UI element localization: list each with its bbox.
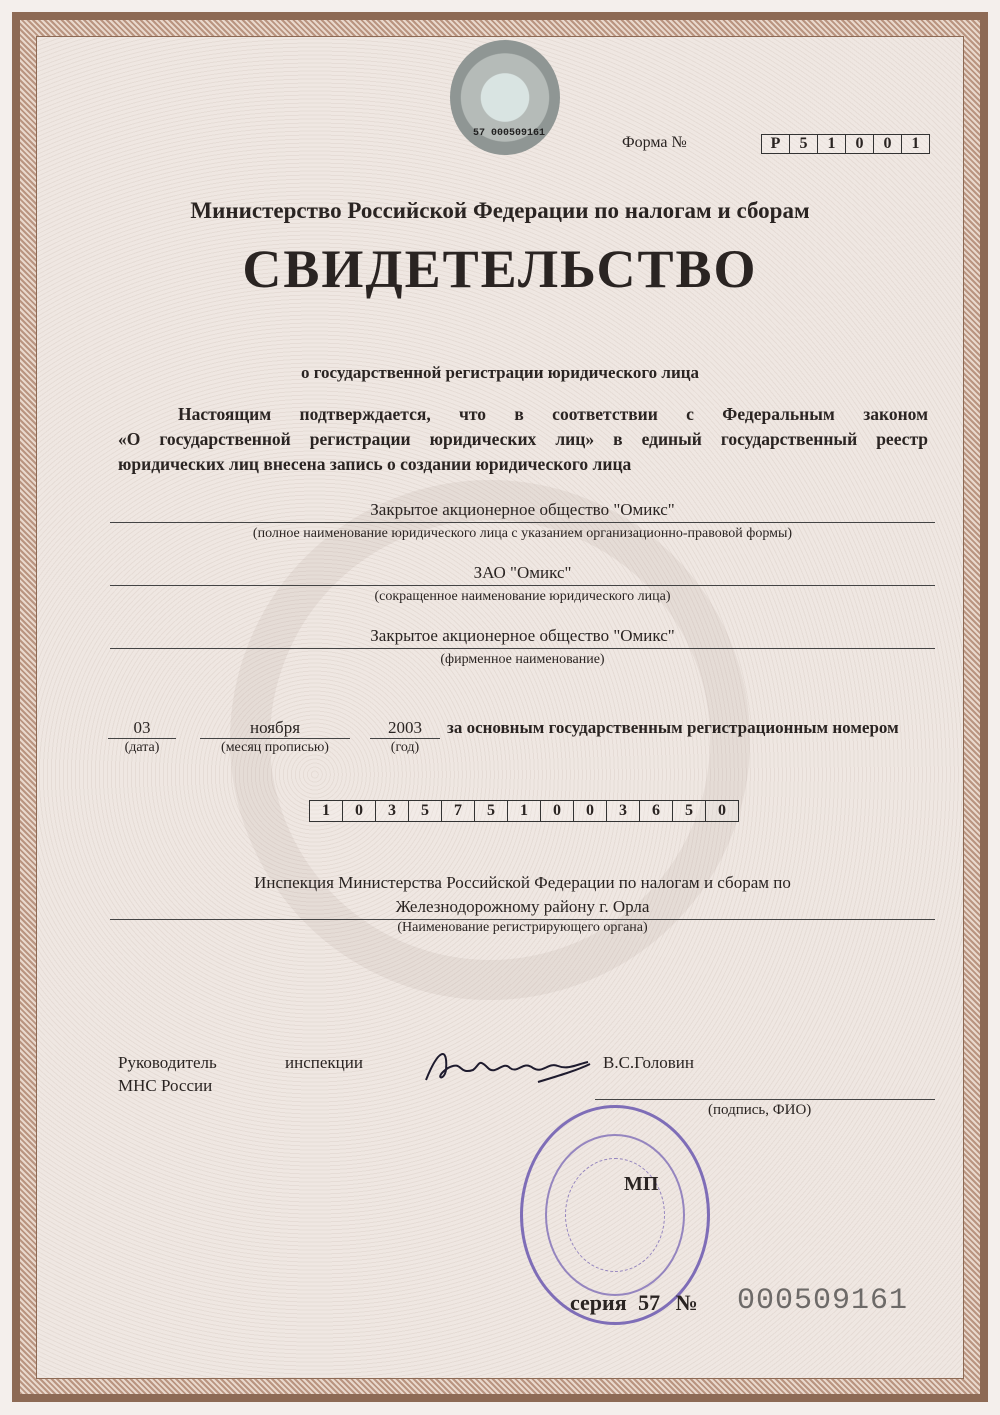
ogrn-digit: 3 bbox=[606, 800, 640, 822]
series-number: 57 bbox=[638, 1290, 661, 1315]
ogrn-digit: 5 bbox=[672, 800, 706, 822]
certification-paragraph bbox=[118, 402, 928, 477]
signer-position-2: инспекции bbox=[285, 1053, 363, 1072]
date-month: ноября bbox=[200, 718, 350, 739]
serial-number: 000509161 bbox=[737, 1284, 909, 1318]
form-code-boxes bbox=[762, 134, 930, 154]
stamp-place-label: МП bbox=[624, 1173, 659, 1195]
ogrn-digit: 0 bbox=[540, 800, 574, 822]
date-day-caption: (дата) bbox=[124, 740, 160, 755]
firm-name-field: Закрытое акционерное общество "Омикс" bbox=[110, 626, 935, 649]
handwritten-signature bbox=[418, 1040, 598, 1090]
form-code-cell: 0 bbox=[873, 134, 902, 154]
form-code-cell: 5 bbox=[789, 134, 818, 154]
series-label bbox=[570, 1290, 698, 1316]
signer-position: Руководитель bbox=[118, 1053, 217, 1072]
ministry-heading: Министерство Российской Федерации по налогам и сборам bbox=[190, 198, 810, 223]
form-code-cell: 0 bbox=[845, 134, 874, 154]
signer-name: В.С.Головин bbox=[603, 1053, 694, 1072]
form-code-cell: 1 bbox=[901, 134, 930, 154]
document-title: СВИДЕТЕЛЬСТВО bbox=[242, 239, 758, 299]
firm-name-caption: (фирменное наименование) bbox=[440, 652, 605, 667]
authority-caption: (Наименование регистрирующего органа) bbox=[397, 920, 648, 935]
paragraph-line: «О государственной регистрации юридических лиц» в единый государственный реестр bbox=[118, 429, 928, 449]
ogrn-digit: 3 bbox=[375, 800, 409, 822]
form-code-cell: 1 bbox=[817, 134, 846, 154]
form-code-cell: Р bbox=[761, 134, 790, 154]
short-name-field: ЗАО "Омикс" bbox=[110, 563, 935, 586]
document-subtitle: о государственной регистрации юридического лица bbox=[300, 363, 700, 382]
registration-number-text: за основным государственным регистрационным номером bbox=[447, 718, 899, 737]
ogrn-digit: 1 bbox=[309, 800, 343, 822]
series-no-sign: № bbox=[675, 1290, 698, 1315]
signature-caption: (подпись, ФИО) bbox=[708, 1102, 812, 1118]
paragraph-line: Настоящим подтверждается, что в соответствии с Федеральным законом bbox=[178, 404, 928, 424]
full-name-caption: (полное наименование юридического лица с указанием организационно-правовой формы) bbox=[252, 526, 793, 541]
ogrn-digit: 0 bbox=[573, 800, 607, 822]
date-year: 2003 bbox=[370, 718, 440, 739]
date-year-caption: (год) bbox=[390, 740, 420, 755]
hologram-number: 57 000509161 bbox=[473, 128, 546, 139]
series-word: серия bbox=[570, 1290, 627, 1315]
authority-line-2: Железнодорожному району г. Орла bbox=[110, 897, 935, 920]
ogrn-digit: 0 bbox=[342, 800, 376, 822]
ogrn-digit: 6 bbox=[639, 800, 673, 822]
form-label: Форма № bbox=[622, 134, 687, 151]
ogrn-digit: 0 bbox=[705, 800, 739, 822]
short-name-caption: (сокращенное наименование юридического лица) bbox=[374, 589, 671, 604]
date-day: 03 bbox=[108, 718, 176, 739]
signature-line bbox=[595, 1099, 935, 1100]
authority-line-1: Инспекция Министерства Российской Федерации по налогам и сборам по bbox=[254, 873, 791, 892]
ogrn-digit: 5 bbox=[474, 800, 508, 822]
date-month-caption: (месяц прописью) bbox=[221, 740, 329, 755]
ogrn-digit: 1 bbox=[507, 800, 541, 822]
signer-position-3: МНС России bbox=[118, 1076, 213, 1095]
full-name-field: Закрытое акционерное общество "Омикс" bbox=[110, 500, 935, 523]
ogrn-boxes bbox=[310, 800, 739, 822]
paragraph-line: юридических лиц внесена запись о создании юридического лица bbox=[118, 454, 632, 474]
ogrn-digit: 7 bbox=[441, 800, 475, 822]
ogrn-digit: 5 bbox=[408, 800, 442, 822]
